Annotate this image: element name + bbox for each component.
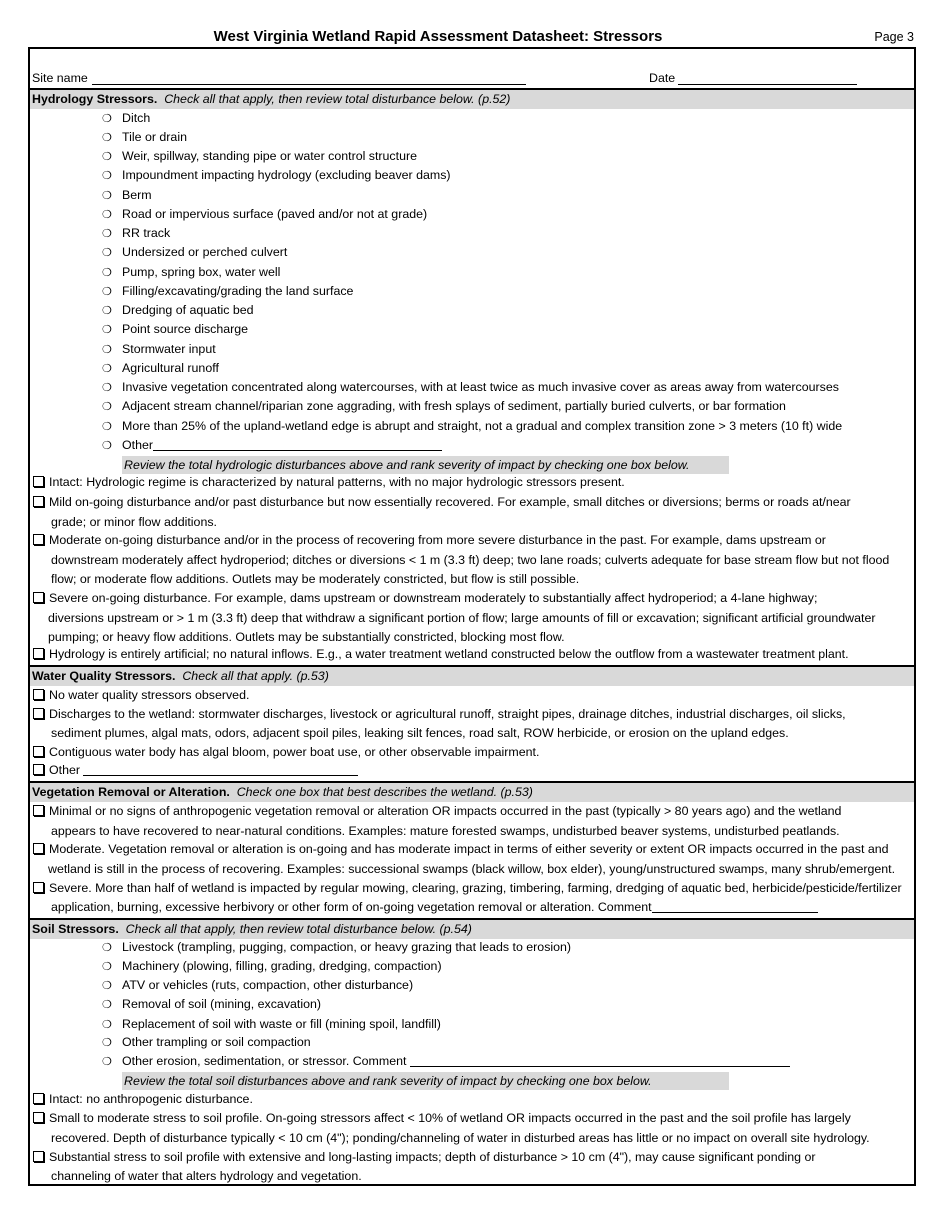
soil-severity-option[interactable]: [33, 1148, 914, 1167]
radio-circle-icon[interactable]: ❍: [102, 999, 112, 1011]
option-label: Minimal or no signs of anthropogenic vegetation removal or alteration OR impacts occurred in the past (typically > 80 years ago) and the wetland: [49, 804, 842, 818]
option-continuation: recovered. Depth of disturbance typically < 10 cm (4"); ponding/channeling of water in disturbed areas has little or no impact on overall site hydrology.: [51, 1131, 870, 1145]
option-label: Mild on-going disturbance and/or past disturbance but now essentially recovered. For example, small ditches or diversions; berms or roads at/near: [49, 495, 851, 509]
option-continuation: wetland is still in the process of recovering. Examples: successional swamps (black willow, box elder), young/unstructured swamps, many shrub/emergent.: [48, 862, 896, 876]
vegetation-option[interactable]: [33, 802, 914, 821]
vegetation-option[interactable]: [33, 840, 914, 859]
hydrology-severity-option[interactable]: [33, 589, 914, 608]
radio-circle-icon[interactable]: ❍: [102, 1037, 112, 1049]
hydrology-option[interactable]: [102, 224, 914, 243]
radio-circle-icon[interactable]: ❍: [102, 961, 112, 973]
hydrology-option[interactable]: [102, 417, 914, 436]
checkbox-icon[interactable]: [33, 882, 44, 893]
option-label: Severe on-going disturbance. For example, dams upstream or downstream moderately to substantially affect hydroperiod; a 4-lane highway;: [49, 591, 818, 605]
hydrology-option[interactable]: [102, 128, 914, 147]
checkbox-icon[interactable]: [33, 1112, 44, 1123]
hydrology-option[interactable]: [102, 320, 914, 339]
radio-circle-icon[interactable]: ❍: [102, 1019, 112, 1031]
page-number: Page 3: [874, 30, 914, 44]
option-label: Hydrology is entirely artificial; no natural inflows. E.g., a water treatment wetland constructed below the outflow from a wastewater treatment plant.: [49, 647, 849, 661]
other-field[interactable]: [83, 762, 358, 776]
option-continuation: downstream moderately affect hydroperiod; ditches or diversions < 1 m (3.3 ft) deep; two lane roads; culverts adequate for base stream flow but not flood: [51, 553, 890, 567]
radio-circle-icon[interactable]: ❍: [102, 113, 112, 125]
hydrology-severity-option[interactable]: [33, 531, 914, 550]
checkbox-icon[interactable]: [33, 805, 44, 816]
option-label: Intact: no anthropogenic disturbance.: [49, 1092, 253, 1106]
hydrology-review-note: Review the total hydrologic disturbances above and rank severity of impact by checking one box below.: [122, 456, 729, 474]
water-quality-instruction: Check all that apply. (p.53): [182, 669, 329, 683]
radio-circle-icon[interactable]: ❍: [102, 190, 112, 202]
soil-review-note: Review the total soil disturbances above and rank severity of impact by checking one box below.: [122, 1072, 729, 1090]
option-label: Agricultural runoff: [122, 361, 219, 375]
hydrology-option[interactable]: [102, 205, 914, 224]
radio-circle-icon[interactable]: ❍: [102, 151, 112, 163]
hydrology-option[interactable]: [102, 186, 914, 205]
soil-option[interactable]: [102, 995, 914, 1014]
option-label: Moderate. Vegetation removal or alteration is on-going and has moderate impact in terms of either severity or extent OR impacts occurred in the past and: [49, 842, 889, 856]
vegetation-heading: Vegetation Removal or Alteration.: [32, 785, 230, 799]
hydrology-option[interactable]: [102, 147, 914, 166]
radio-circle-icon[interactable]: ❍: [102, 344, 112, 356]
option-label: Pump, spring box, water well: [122, 265, 281, 279]
page-title: West Virginia Wetland Rapid Assessment Datasheet: Stressors: [213, 28, 663, 45]
hydrology-option[interactable]: [102, 263, 914, 282]
datasheet-frame: [28, 47, 916, 1186]
option-label: ATV or vehicles (ruts, compaction, other disturbance): [122, 978, 414, 992]
hydrology-option[interactable]: [102, 109, 914, 128]
soil-option[interactable]: [102, 938, 914, 957]
radio-circle-icon[interactable]: ❍: [102, 421, 112, 433]
hydrology-option[interactable]: [102, 397, 914, 416]
option-label: Livestock (trampling, pugging, compaction, or heavy grazing that leads to erosion): [122, 940, 572, 954]
soil-option[interactable]: [102, 957, 914, 976]
hydrology-option[interactable]: [102, 301, 914, 320]
option-label: RR track: [122, 226, 171, 240]
site-name-label: Site name: [32, 71, 88, 85]
checkbox-icon[interactable]: [33, 1093, 44, 1104]
option-label: Other erosion, sedimentation, or stressor. Comment: [122, 1054, 407, 1068]
option-label: Small to moderate stress to soil profile. On-going stressors affect < 10% of wetland OR impacts occurred in the past and the soil profile has largely: [49, 1111, 851, 1125]
option-label: More than 25% of the upland-wetland edge is abrupt and straight, not a gradual and complex transition zone > 3 meters (10 ft) wide: [122, 419, 843, 433]
option-label: Severe. More than half of wetland is impacted by regular mowing, clearing, grazing, timbering, farming, dredging of aquatic bed, herbicide/pesticide/fertilizer: [49, 881, 902, 895]
date-label: Date: [649, 71, 676, 85]
water-quality-option[interactable]: [33, 705, 914, 724]
option-label: Dredging of aquatic bed: [122, 303, 254, 317]
hydrology-instruction: Check all that apply, then review total disturbance below. (p.52): [164, 92, 511, 106]
option-label: Other trampling or soil compaction: [122, 1035, 311, 1049]
soil-option[interactable]: [102, 976, 914, 995]
date-field[interactable]: [678, 71, 857, 85]
hydrology-severity-option[interactable]: [33, 473, 914, 492]
checkbox-icon[interactable]: [33, 648, 44, 659]
other-field[interactable]: [153, 437, 442, 451]
option-label: Other: [49, 763, 80, 777]
option-continuation: pumping; or heavy flow additions. Outlets may be substantially constricted, blocking most flow.: [48, 630, 565, 644]
radio-circle-icon[interactable]: ❍: [102, 980, 112, 992]
site-row: [30, 69, 914, 88]
option-continuation: [33, 898, 914, 917]
option-label: Substantial stress to soil profile with extensive and long-lasting impacts; depth of disturbance > 10 cm (4"), may cause significant ponding or: [49, 1150, 816, 1164]
option-label: Filling/excavating/grading the land surface: [122, 284, 354, 298]
hydrology-section-header: [30, 90, 914, 109]
checkbox-icon[interactable]: [33, 534, 44, 545]
water-quality-heading: Water Quality Stressors.: [32, 669, 176, 683]
option-label: Road or impervious surface (paved and/or not at grade): [122, 207, 428, 221]
option-label: Weir, spillway, standing pipe or water control structure: [122, 149, 417, 163]
option-label: Stormwater input: [122, 342, 216, 356]
option-continuation: flow; or moderate flow additions. Outlets may be moderately constricted, but flow is still possible.: [51, 572, 580, 586]
option-continuation: sediment plumes, algal mats, odors, adjacent spoil piles, leaking silt fences, road salt, ROW herbicide, or erosion on the upland edges.: [51, 726, 789, 740]
option-label: Invasive vegetation concentrated along watercourses, with at least twice as much invasive cover as areas away from watercourses: [122, 380, 839, 394]
option-label: Impoundment impacting hydrology (excluding beaver dams): [122, 168, 451, 182]
hydrology-severity-option[interactable]: [33, 493, 914, 512]
option-continuation: grade; or minor flow additions.: [51, 515, 217, 529]
option-label: Removal of soil (mining, excavation): [122, 997, 322, 1011]
checkbox-icon[interactable]: [33, 476, 44, 487]
water-quality-option[interactable]: [33, 743, 914, 762]
option-label: Adjacent stream channel/riparian zone aggrading, with fresh splays of sediment, partially buried culverts, or bar formation: [122, 399, 786, 413]
checkbox-icon[interactable]: [33, 689, 44, 700]
soil-heading: Soil Stressors.: [32, 922, 119, 936]
hydrology-option[interactable]: [102, 378, 914, 397]
radio-circle-icon[interactable]: ❍: [102, 305, 112, 317]
site-name-field[interactable]: [92, 71, 526, 85]
radio-circle-icon[interactable]: ❍: [102, 363, 112, 375]
radio-circle-icon[interactable]: ❍: [102, 228, 112, 240]
checkbox-icon[interactable]: [33, 592, 44, 603]
comment-field[interactable]: [652, 899, 818, 913]
soil-option-other[interactable]: [102, 1052, 914, 1071]
hydrology-option[interactable]: [102, 166, 914, 185]
soil-option[interactable]: [102, 1015, 914, 1034]
hydrology-severity-option[interactable]: [33, 645, 914, 664]
vegetation-instruction: Check one box that best describes the wetland. (p.53): [236, 785, 533, 799]
option-continuation: appears to have recovered to near-natural conditions. Examples: mature forested swamps, undisturbed beaver systems, undisturbed peatlands.: [51, 824, 840, 838]
option-continuation: channeling of water that alters hydrology and vegetation.: [51, 1169, 362, 1183]
radio-circle-icon[interactable]: ❍: [102, 286, 112, 298]
option-label: Tile or drain: [122, 130, 187, 144]
option-label: Intact: Hydrologic regime is characterized by natural patterns, with no major hydrologic stressors present.: [49, 475, 625, 489]
option-label: Other: [122, 438, 153, 452]
hydrology-heading: Hydrology Stressors.: [32, 92, 158, 106]
option-label: application, burning, excessive herbivory or other form of on-going vegetation removal or alteration. Comment: [51, 900, 652, 914]
checkbox-icon[interactable]: [33, 843, 44, 854]
water-quality-option[interactable]: [33, 686, 914, 705]
radio-circle-icon[interactable]: ❍: [102, 132, 112, 144]
option-label: Berm: [122, 188, 152, 202]
vegetation-section-header: [30, 783, 914, 802]
radio-circle-icon[interactable]: ❍: [102, 440, 112, 452]
radio-circle-icon[interactable]: ❍: [102, 267, 112, 279]
radio-circle-icon[interactable]: ❍: [102, 382, 112, 394]
checkbox-icon[interactable]: [33, 746, 44, 757]
option-label: Moderate on-going disturbance and/or in the process of recovering from more severe disturbance in the past. For example, dams upstream or: [49, 533, 826, 547]
checkbox-icon[interactable]: [33, 496, 44, 507]
vegetation-option[interactable]: [33, 879, 914, 898]
option-label: Point source discharge: [122, 322, 249, 336]
hydrology-option[interactable]: [102, 340, 914, 359]
radio-circle-icon[interactable]: ❍: [102, 209, 112, 221]
checkbox-icon[interactable]: [33, 764, 44, 775]
soil-section-header: [30, 920, 914, 939]
hydrology-option[interactable]: [102, 359, 914, 378]
comment-field[interactable]: [410, 1053, 790, 1067]
radio-circle-icon[interactable]: ❍: [102, 942, 112, 954]
radio-circle-icon[interactable]: ❍: [102, 1056, 112, 1068]
hydrology-option[interactable]: [102, 243, 914, 262]
water-quality-option-other[interactable]: [33, 761, 914, 780]
soil-severity-option[interactable]: [33, 1109, 914, 1128]
option-label: Discharges to the wetland: stormwater discharges, livestock or agricultural runoff, straight pipes, drainage ditches, industrial discharges, oil slicks,: [49, 707, 846, 721]
soil-option[interactable]: [102, 1033, 914, 1052]
option-label: Replacement of soil with waste or fill (mining spoil, landfill): [122, 1017, 441, 1031]
option-label: Undersized or perched culvert: [122, 245, 288, 259]
option-continuation: diversions upstream or > 1 m (3.3 ft) deep that withdraw a significant portion of flow; large amounts of fill or excavation; significant artificial groundwater: [48, 611, 876, 625]
radio-circle-icon[interactable]: ❍: [102, 247, 112, 259]
hydrology-option[interactable]: [102, 282, 914, 301]
radio-circle-icon[interactable]: ❍: [102, 324, 112, 336]
hydrology-option-other[interactable]: [102, 436, 914, 455]
soil-instruction: Check all that apply, then review total disturbance below. (p.54): [125, 922, 472, 936]
soil-severity-option[interactable]: [33, 1090, 914, 1109]
checkbox-icon[interactable]: [33, 708, 44, 719]
radio-circle-icon[interactable]: ❍: [102, 401, 112, 413]
option-label: Ditch: [122, 111, 151, 125]
water-quality-section-header: [30, 667, 914, 686]
option-label: Machinery (plowing, filling, grading, dredging, compaction): [122, 959, 442, 973]
checkbox-icon[interactable]: [33, 1151, 44, 1162]
radio-circle-icon[interactable]: ❍: [102, 170, 112, 182]
option-label: Contiguous water body has algal bloom, power boat use, or other observable impairment.: [49, 745, 540, 759]
option-label: No water quality stressors observed.: [49, 688, 250, 702]
